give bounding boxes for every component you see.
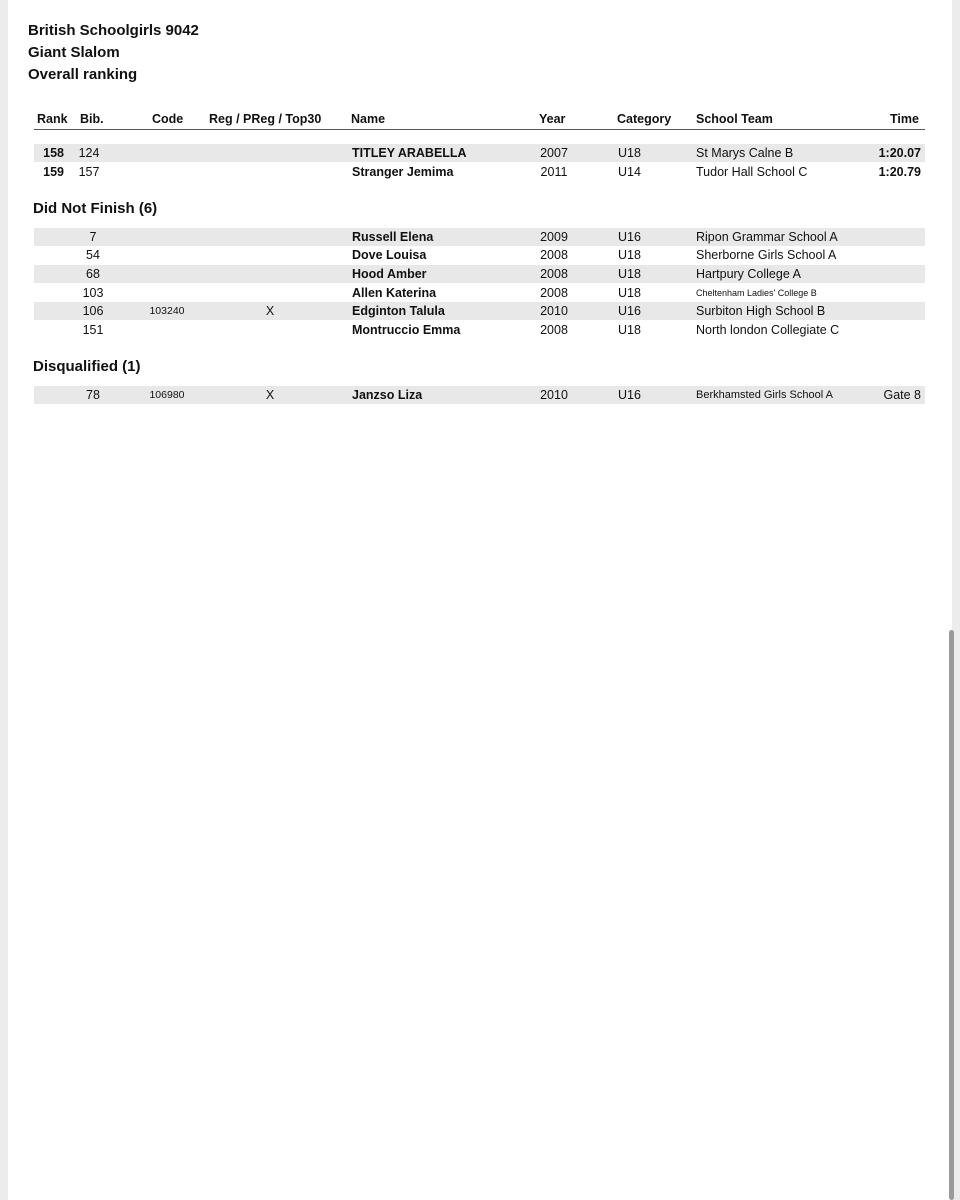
name-cell: Montruccio Emma — [352, 323, 461, 337]
year-cell: 2011 — [540, 165, 568, 179]
document-header — [28, 20, 199, 86]
year-cell: 2009 — [540, 230, 568, 244]
code-cell: 106980 — [149, 389, 185, 401]
category-cell: U18 — [618, 323, 641, 337]
column-header-name: Name — [351, 112, 386, 126]
bib-cell: 151 — [82, 323, 104, 337]
category-cell: U18 — [618, 146, 641, 160]
category-cell: U18 — [618, 286, 641, 300]
year-cell: 2007 — [540, 146, 568, 160]
code-cell: 103240 — [149, 305, 185, 317]
year-cell: 2008 — [540, 248, 568, 262]
column-header-reg: Reg / PReg / Top30 — [209, 112, 322, 126]
dnf-section-title: Did Not Finish (6) — [33, 200, 158, 217]
team-cell: Ripon Grammar School A — [696, 230, 838, 244]
table-row — [34, 386, 925, 404]
reg-cell: X — [265, 388, 275, 402]
year-cell: 2008 — [540, 267, 568, 281]
table-row — [34, 246, 925, 264]
time-cell: 1:20.07 — [878, 146, 921, 160]
bib-cell: 7 — [89, 230, 97, 244]
year-cell: 2010 — [540, 304, 568, 318]
year-cell: 2008 — [540, 286, 568, 300]
ranking-title: Overall ranking — [28, 66, 138, 83]
name-cell: Edginton Talula — [352, 304, 445, 318]
column-header-time: Time — [890, 112, 919, 126]
table-row — [34, 144, 925, 162]
name-cell: Hood Amber — [352, 267, 427, 281]
scrollbar-thumb[interactable] — [949, 630, 954, 1200]
year-cell: 2008 — [540, 323, 568, 337]
column-header-year: Year — [539, 112, 566, 126]
team-cell: Cheltenham Ladies' College B — [696, 288, 817, 298]
discipline-title: Giant Slalom — [28, 44, 120, 61]
rank-cell: 159 — [43, 165, 64, 179]
dsq-section-title: Disqualified (1) — [33, 358, 141, 375]
table-row — [34, 163, 925, 181]
team-cell: North london Collegiate C — [696, 323, 840, 337]
name-cell: Stranger Jemima — [352, 165, 454, 179]
results-page — [8, 0, 952, 1200]
time-cell: 1:20.79 — [878, 165, 921, 179]
column-header-rank: Rank — [37, 112, 68, 126]
column-header-school-team: School Team — [696, 112, 773, 126]
name-cell: Russell Elena — [352, 230, 434, 244]
table-row — [34, 284, 925, 302]
bib-cell: 68 — [86, 267, 100, 281]
bib-cell: 78 — [86, 388, 100, 402]
column-header-category: Category — [617, 112, 672, 126]
column-header-code: Code — [152, 112, 184, 126]
table-row — [34, 321, 925, 339]
column-header-bib: Bib. — [80, 112, 104, 126]
bib-cell: 157 — [78, 165, 100, 179]
name-cell: Dove Louisa — [352, 248, 427, 262]
team-cell: St Marys Calne B — [696, 146, 794, 160]
bib-cell: 106 — [82, 304, 104, 318]
team-cell: Tudor Hall School C — [696, 165, 808, 179]
bib-cell: 124 — [78, 146, 100, 160]
table-row — [34, 265, 925, 283]
table-row — [34, 302, 925, 320]
name-cell: Allen Katerina — [352, 286, 437, 300]
reg-cell: X — [265, 304, 275, 318]
category-cell: U18 — [618, 267, 641, 281]
header-divider — [34, 129, 925, 130]
category-cell: U18 — [618, 248, 641, 262]
rank-cell: 158 — [43, 146, 64, 160]
name-cell: TITLEY ARABELLA — [352, 146, 467, 160]
year-cell: 2010 — [540, 388, 568, 402]
table-row — [34, 228, 925, 246]
team-cell: Sherborne Girls School A — [696, 248, 837, 262]
name-cell: Janzso Liza — [352, 388, 423, 402]
time-cell: Gate 8 — [883, 388, 921, 402]
category-cell: U16 — [618, 388, 641, 402]
category-cell: U16 — [618, 304, 641, 318]
category-cell: U16 — [618, 230, 641, 244]
team-cell: Surbiton High School B — [696, 304, 826, 318]
bib-cell: 54 — [86, 248, 100, 262]
event-title: British Schoolgirls 9042 — [28, 22, 199, 39]
category-cell: U14 — [618, 165, 641, 179]
bib-cell: 103 — [82, 286, 104, 300]
team-cell: Hartpury College A — [696, 267, 801, 281]
team-cell: Berkhamsted Girls School A — [696, 389, 833, 401]
